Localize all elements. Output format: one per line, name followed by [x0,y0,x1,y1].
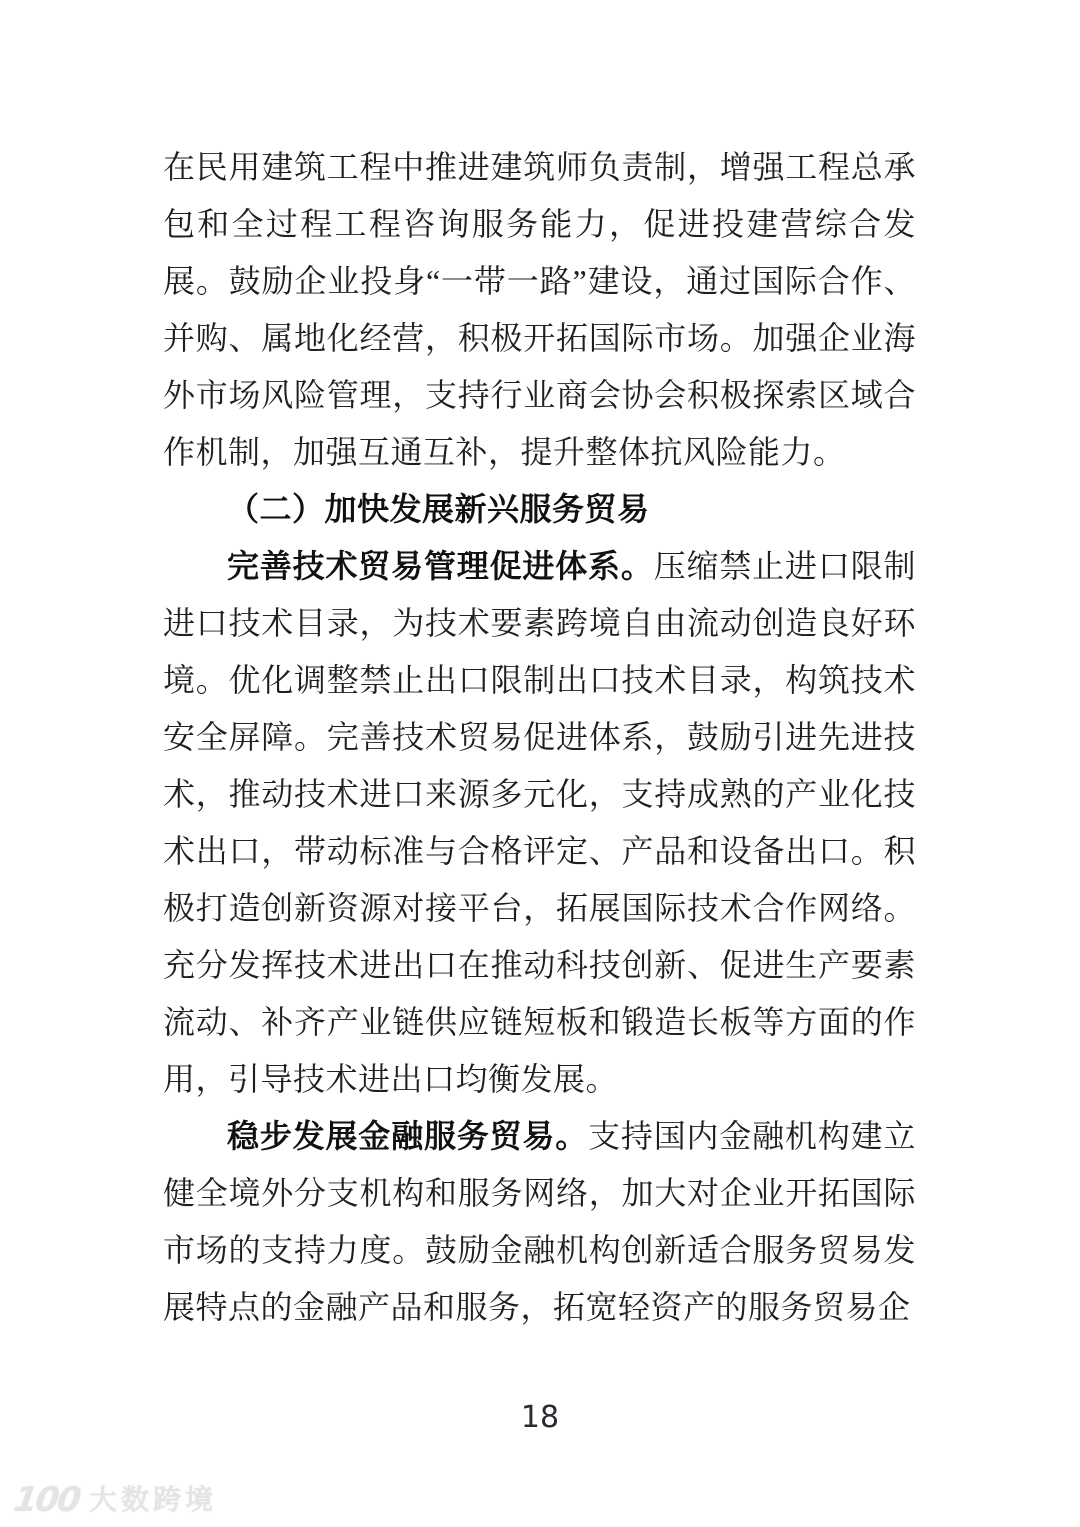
section-heading: （二）加快发展新兴服务贸易 [227,491,650,527]
watermark-logo-icon: 100 [11,1480,82,1520]
paragraph-financial-services-text: 支持国内金融机构建立健全境外分支机构和服务网络，加大对企业开拓国际市场的支持力度。鼓励金融机构创新适合服务贸易发展特点的金融产品和服务，拓宽轻资产的服务贸易企 [163,1118,916,1325]
paragraph-financial-services-lead: 稳步发展金融服务贸易。 [227,1118,589,1154]
paragraph-tech-trade-text: 压缩禁止进口限制进口技术目录，为技术要素跨境自由流动创造良好环境。优化调整禁止出口限制出口技术目录，构筑技术安全屏障。完善技术贸易促进体系，鼓励引进先进技术，推动技术进口来源多元化，支持成熟的产业化技术出口，带动标准与合格评定、产品和设备出口。积极打造创新资源对接平台，拓展国际技术合作网络。充分发挥技术进出口在推动科技创新、促进生产要素流动、补齐产业链供应链短板和锻造长板等方面的作用，引导技术进出口均衡发展。 [163,548,916,1097]
page-number: 18 [520,1400,560,1435]
paragraph-tech-trade [163,538,916,1108]
paragraph-continuation: 在民用建筑工程中推进建筑师负责制，增强工程总承包和全过程工程咨询服务能力，促进投建营综合发展。鼓励企业投身“一带一路”建设，通过国际合作、并购、属地化经营，积极开拓国际市场。加强企业海外市场风险管理，支持行业商会协会积极探索区域合作机制，加强互通互补，提升整体抗风险能力。 [163,149,916,470]
paragraph-tech-trade-lead: 完善技术贸易管理促进体系。 [227,548,654,584]
watermark [11,1480,217,1520]
document-body [163,139,916,1336]
watermark-brand: 大数跨境 [88,1483,217,1516]
paragraph-financial-services [163,1108,916,1336]
